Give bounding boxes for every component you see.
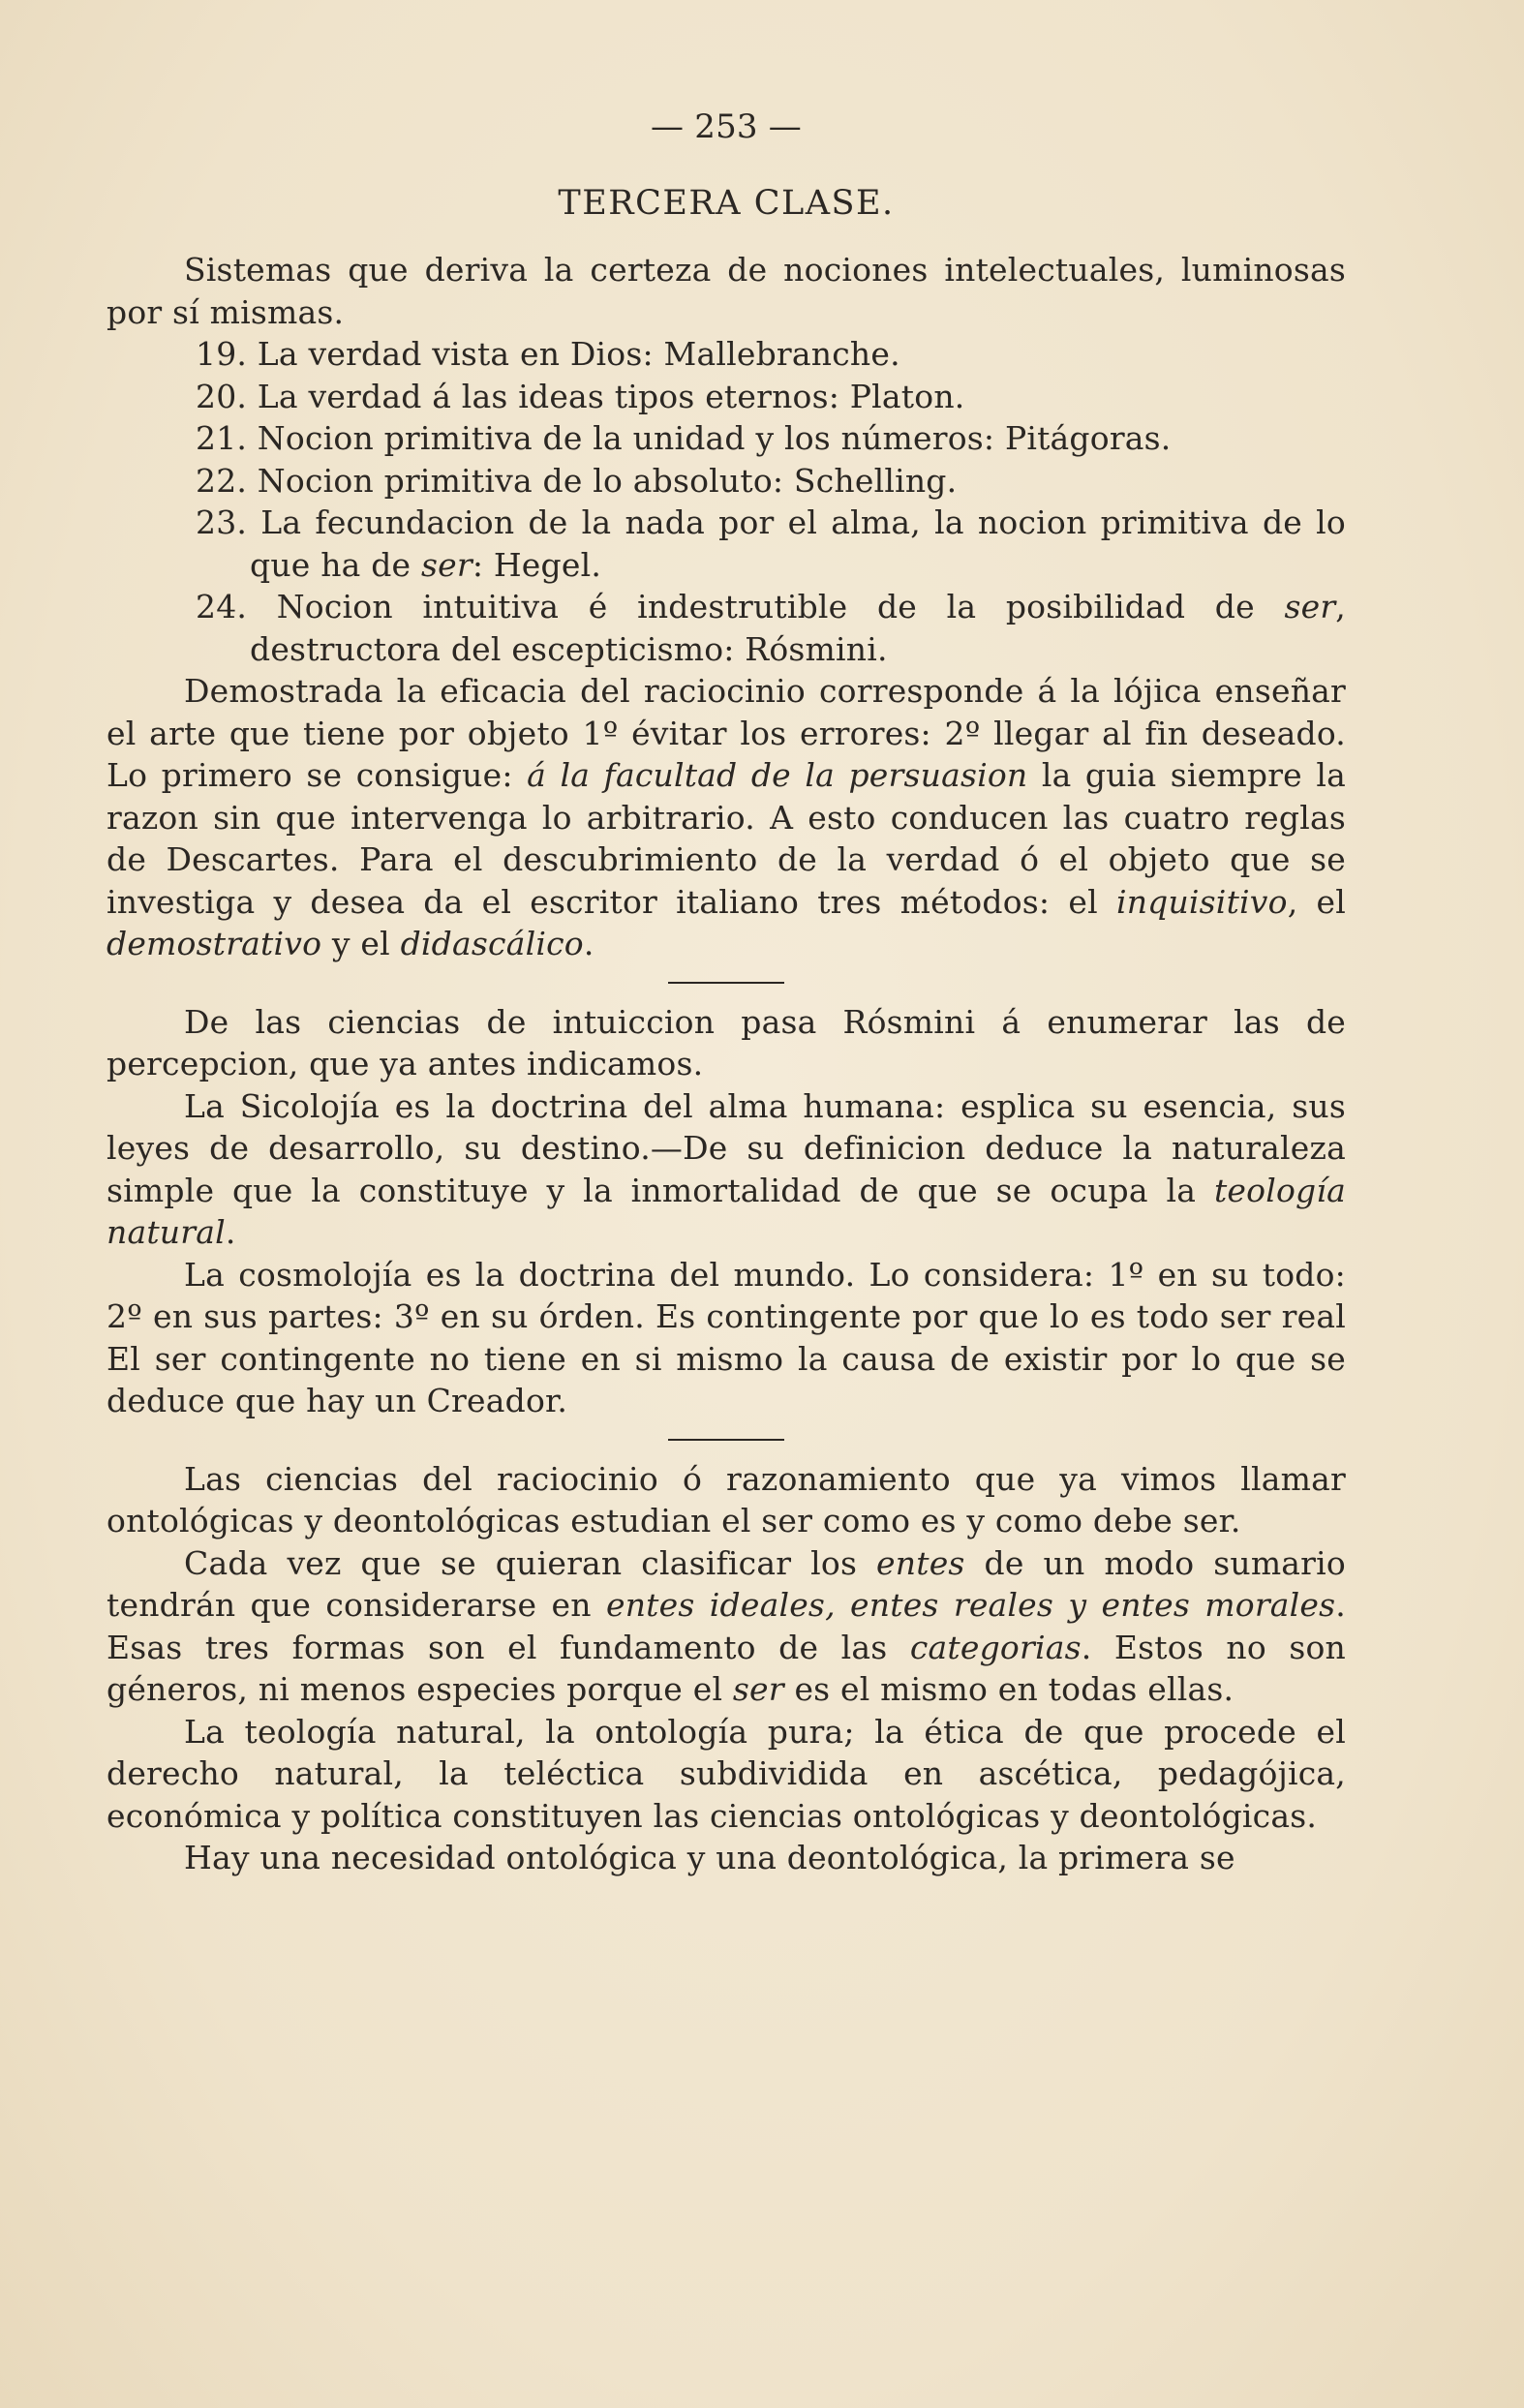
text-run: Cada vez que se quieran clasificar los <box>184 1543 877 1582</box>
perception-paragraph: De las ciencias de intuiccion pasa Rósmini á enumerar las de percepcion, que ya antes indicamos. <box>107 1002 1346 1082</box>
list-emphasis: ser <box>1284 588 1336 625</box>
text-run: es el mismo en todas ellas. <box>783 1670 1234 1708</box>
emphasis: categorias <box>909 1628 1082 1666</box>
list-text: Nocion intuitiva é indestrutible de la posibilidad de <box>276 588 1285 625</box>
list-item <box>107 376 1346 418</box>
cosmology-paragraph: La cosmolojía es la doctrina del mundo. Lo considera: 1º en su todo: 2º en sus partes: 3º en su órden. Es contingente por que lo es todo ser real El ser contingente no tiene en si mismo la causa de existir por lo que se deduce que hay un Creador. <box>107 1255 1346 1419</box>
list-number: 21. <box>196 419 248 457</box>
entities-paragraph <box>107 1542 1346 1711</box>
section-heading: TERCERA CLASE. <box>558 183 895 223</box>
page-content <box>107 107 1346 1879</box>
psychology-paragraph <box>107 1085 1346 1254</box>
emphasis: entes ideales, entes reales y entes morales <box>605 1586 1336 1624</box>
text-run: y el <box>321 925 401 962</box>
list-number: 22. <box>196 461 248 500</box>
list-text: La verdad vista en Dios: Mallebranche. <box>257 335 900 373</box>
emphasis: entes <box>876 1543 965 1582</box>
list-item <box>107 333 1346 376</box>
text-run: Demostrada la eficacia del raciocinio corresponde á la lójica enseñar el arte que tiene por objeto 1º évitar los errores: 2º llegar al fin deseado. Lo primero se consigue: <box>107 672 1346 794</box>
list-number: 20. <box>196 377 248 415</box>
emphasis: á la facultad de la persuasion <box>527 756 1028 794</box>
emphasis: didascálico <box>400 925 584 962</box>
text-run: la guia siempre la razon sin que intervenga lo arbitrario. A esto conducen las cuatro reglas de Descartes. Para el descubrimiento de la verdad ó el objeto que se investiga y desea da el escritor italiano tres métodos: el <box>107 756 1347 921</box>
list-number: 24. <box>196 588 248 625</box>
text-run: La Sicolojía es la doctrina del alma humana: esplica su esencia, sus leyes de desarrollo, su destino.—De su definicion deduce la naturaleza simple que la constituye y la inmortalidad de que se ocupa la <box>107 1086 1346 1209</box>
text-run: . Esas tres formas son el fundamento de las <box>107 1586 1346 1666</box>
theology-paragraph: La teología natural, la ontología pura; la ética de que procede el derecho natural, la teléctica subdividida en ascética, pedagójica, económica y política constituyen las ciencias ontológicas y deontológicas. <box>107 1712 1346 1835</box>
reasoning-paragraph: Las ciencias del raciocinio ó razonamiento que ya vimos llamar ontológicas y deontológicas estudian el ser como es y como debe ser. <box>107 1459 1346 1539</box>
list-item <box>107 460 1346 503</box>
text-run: . <box>583 925 594 962</box>
list-text: Nocion primitiva de la unidad y los números: Pitágoras. <box>257 419 1172 457</box>
necessity-paragraph: Hay una necesidad ontológica y una deontológica, la primera se <box>184 1839 1235 1876</box>
text-run: . <box>225 1213 236 1251</box>
text-run: . Estos no son géneros, ni menos especies porque el <box>107 1628 1347 1708</box>
section-divider <box>668 982 784 984</box>
text-run: de un modo sumario tendrán que considerarse en <box>107 1543 1346 1624</box>
emphasis: inquisitivo <box>1115 882 1288 921</box>
emphasis: teología natural <box>107 1171 1346 1251</box>
logic-paragraph <box>107 670 1346 965</box>
list-item <box>107 586 1346 670</box>
list-text: : Hegel. <box>472 545 602 584</box>
list-number: 23. <box>196 503 248 541</box>
list-text: La verdad á las ideas tipos eternos: Platon. <box>257 377 965 415</box>
list-text: Nocion primitiva de lo absoluto: Schelling. <box>257 461 958 500</box>
list-text: La fecundacion de la nada por el alma, la nocion primitiva de lo que ha de <box>250 503 1346 584</box>
list-item <box>107 502 1346 586</box>
emphasis: demostrativo <box>107 925 322 962</box>
list-item <box>107 417 1346 460</box>
text-run: , el <box>1287 882 1346 921</box>
section-divider <box>668 1439 784 1441</box>
list-number: 19. <box>196 335 248 373</box>
emphasis: ser <box>732 1670 784 1708</box>
intro-paragraph: Sistemas que deriva la certeza de nociones intelectuales, luminosas por sí mismas. <box>107 251 1346 331</box>
list-text: , destructora del escepticismo: Rósmini. <box>250 588 1346 668</box>
list-emphasis: ser <box>420 545 472 584</box>
page-number: — 253 — <box>651 107 802 146</box>
